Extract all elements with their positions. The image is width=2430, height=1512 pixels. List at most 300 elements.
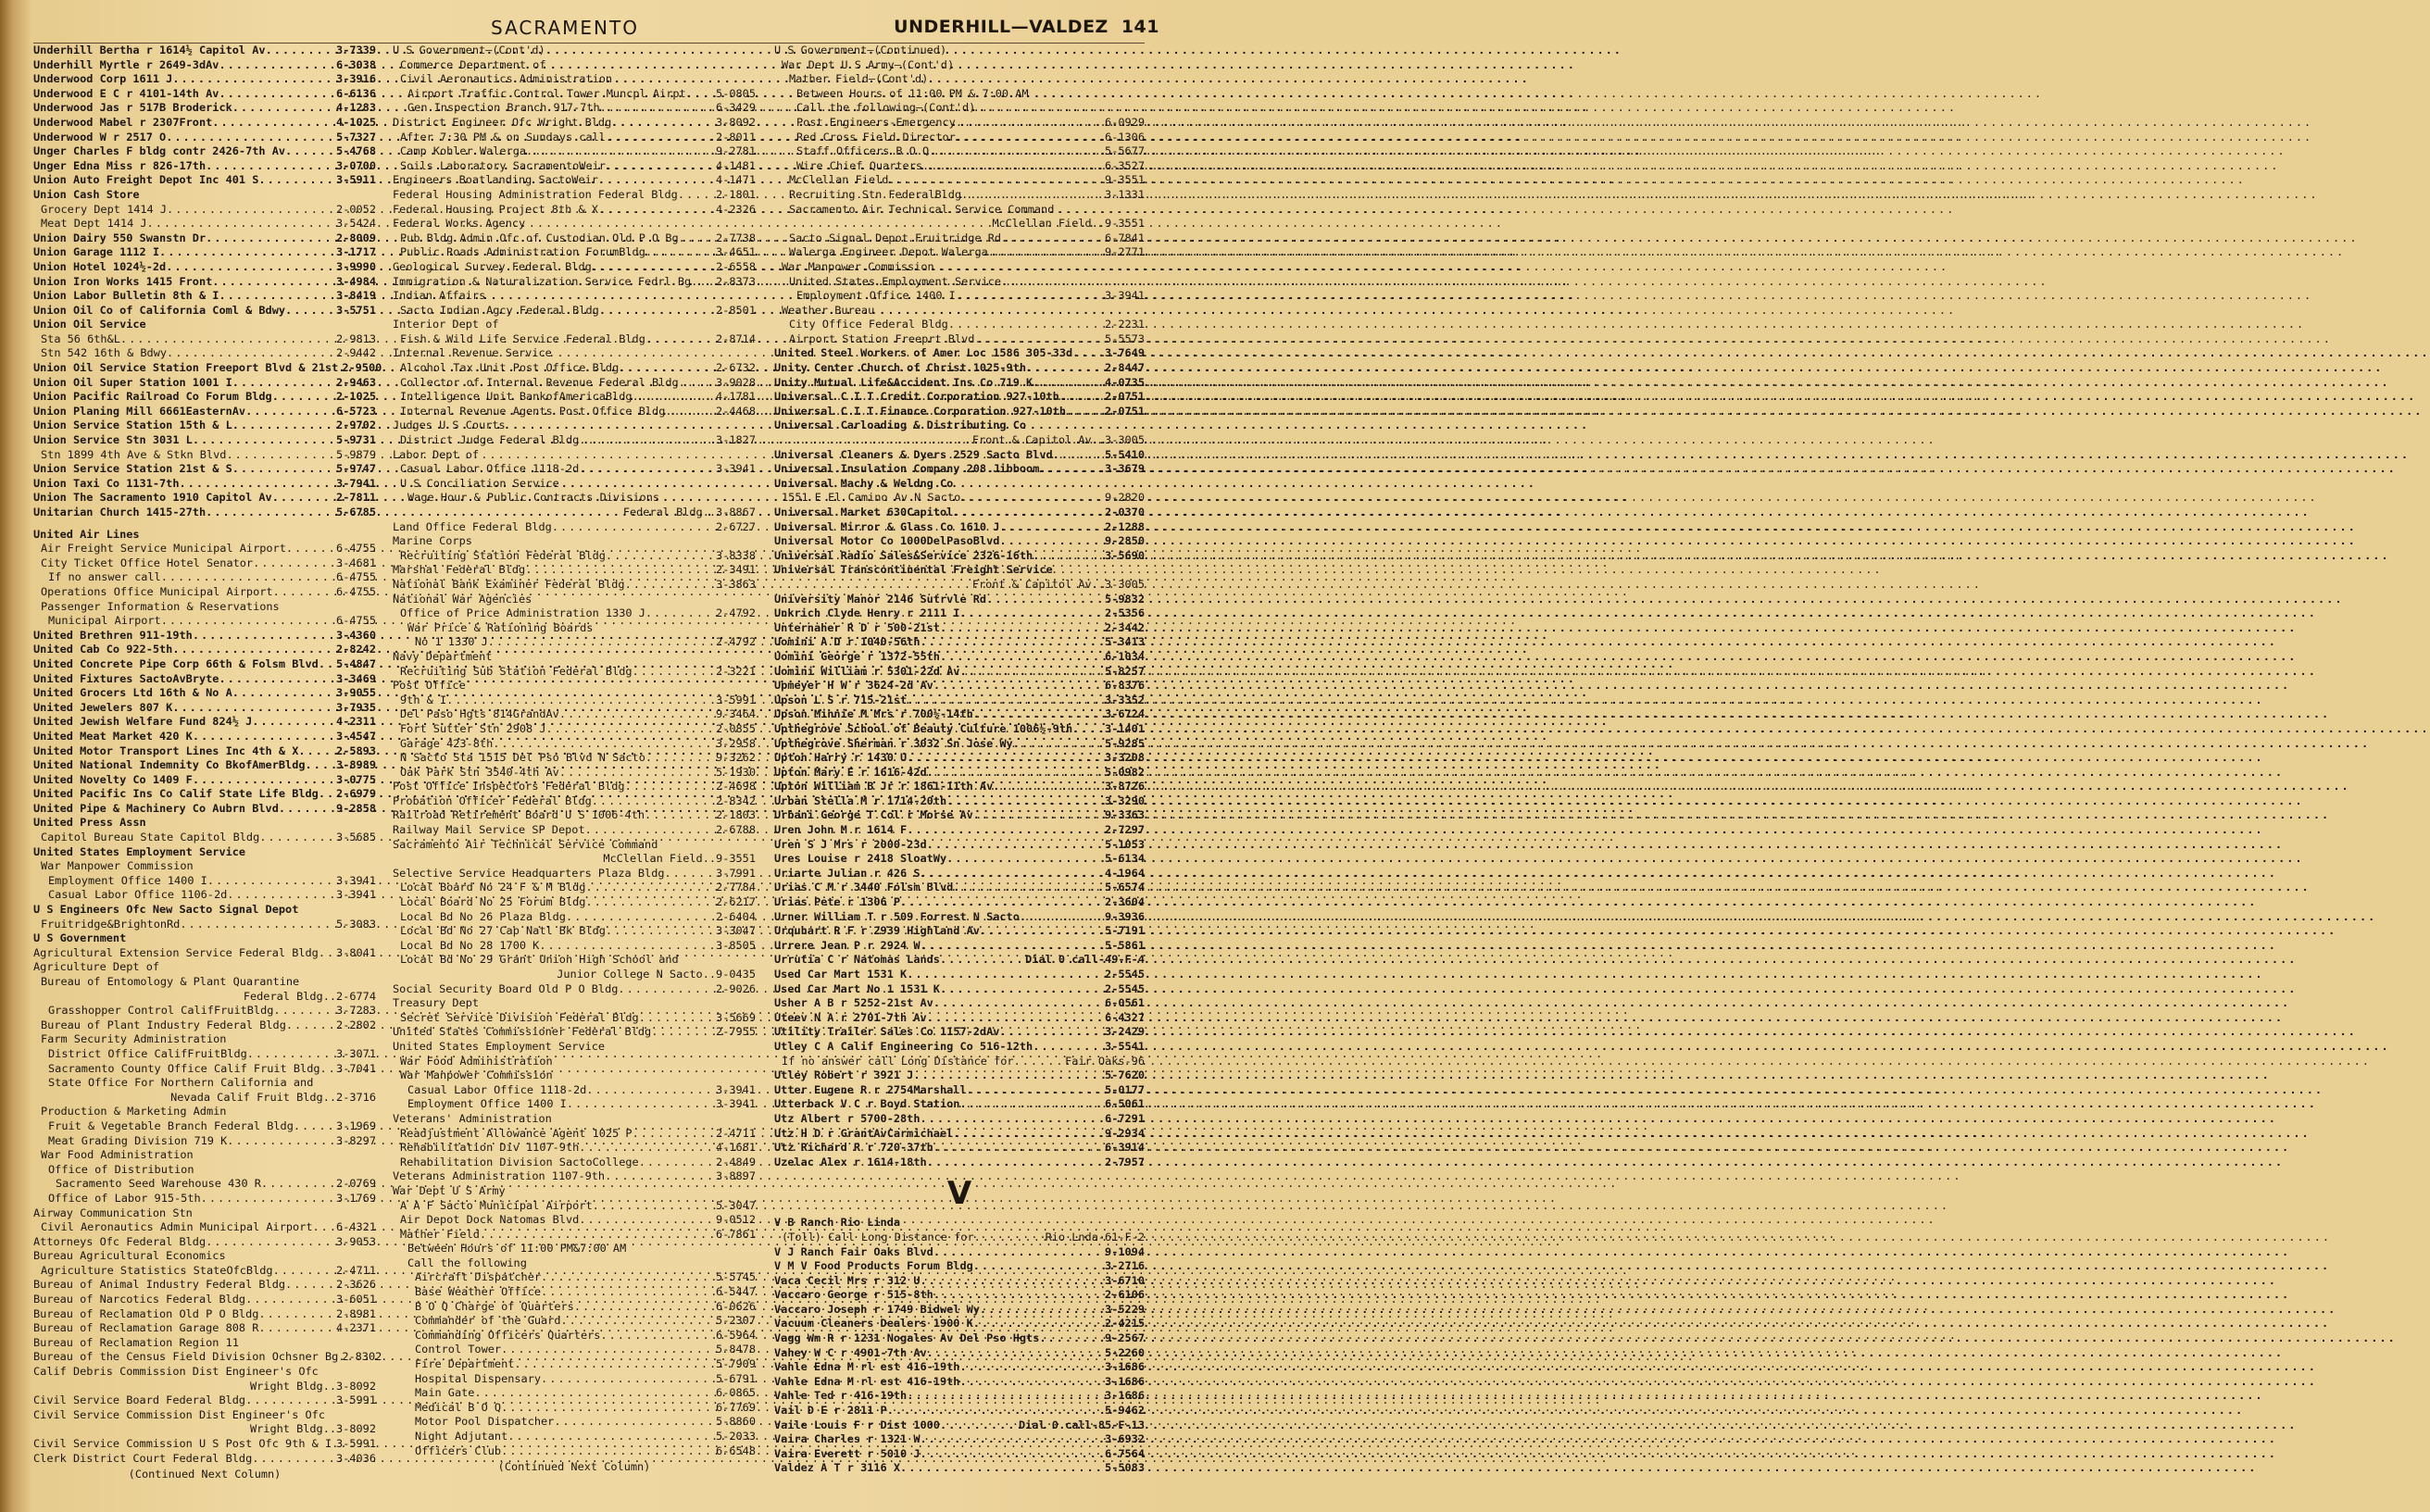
phone-number: 2-6404 — [716, 909, 756, 923]
listing-name: Collector of Internal Revenue Federal Bldg — [400, 375, 679, 389]
phone-number: 5-8478 — [716, 1343, 756, 1356]
listing-name: Commander of the Guard — [415, 1314, 561, 1328]
listing-row — [33, 72, 376, 87]
dot-leader — [974, 1231, 1046, 1245]
listing-row — [33, 1321, 376, 1336]
phone-number: 2-7784 — [716, 881, 756, 894]
listing-heading: Commerce Department of — [400, 57, 546, 71]
listing-row — [33, 433, 376, 448]
listing-row — [33, 1134, 376, 1149]
listing-row — [33, 730, 376, 744]
listing-heading: Mather Field—(Cont'd) — [789, 72, 929, 86]
phone-number: 2-2802 — [336, 1018, 376, 1031]
listing-name: Meat Dept 1414 J — [41, 217, 147, 231]
phone-number: 2-9463 — [336, 375, 376, 389]
phone-number: 2-8447 — [1105, 361, 1145, 375]
letter-section-heading: V — [946, 1175, 972, 1213]
listing-name: Air Depot Dock Natomas Blvd — [400, 1213, 580, 1227]
dot-leader — [554, 1415, 716, 1430]
directory-column-1 — [33, 44, 382, 1497]
listing-heading: Between Hours of 11:00 PM & 7:00 AM — [796, 86, 1029, 100]
listing-row — [774, 996, 1145, 1011]
dot-leader — [273, 1264, 336, 1279]
listing-name: Utley Robert r 3921 J — [774, 1068, 914, 1082]
listing-name: Sta 56 6th&L — [41, 331, 120, 345]
listing-row — [774, 506, 1145, 520]
dot-leader — [639, 1156, 716, 1170]
listing-name: Rehabilitation Division SactoCollege — [400, 1155, 639, 1168]
phone-number: 4-1681 — [716, 1141, 756, 1155]
listing-row — [393, 1357, 756, 1372]
phone-number: 3-5229 — [1105, 1302, 1145, 1316]
listing-row — [393, 1444, 756, 1459]
listing-name: Recruiting Station Federal Bldg — [400, 548, 606, 562]
dot-leader — [514, 1357, 716, 1372]
listing-row — [33, 1018, 376, 1033]
listing-name: Union Oil Service Station Freeport Blvd & 21st — [33, 361, 339, 375]
dot-leader — [1059, 390, 1105, 405]
listing-row — [393, 881, 756, 895]
listing-name: Union Iron Works 1415 Front — [33, 274, 213, 288]
listing-row — [33, 405, 376, 419]
listing-name: Uteev N A r 2701-7th Av — [774, 1010, 927, 1024]
listing-heading: Universal Carloading & Distributing Co — [774, 419, 1027, 432]
dot-leader — [625, 780, 716, 794]
listing-name: Sacto Indian Agcy Federal Bldg — [400, 303, 599, 317]
phone-number: 5-5410 — [1105, 447, 1145, 461]
listing-row — [33, 116, 376, 131]
dot-leader — [645, 751, 716, 766]
dot-leader: .. — [1091, 433, 1106, 447]
dot-leader — [888, 173, 1105, 188]
listing-heading: Civil Service Commission Dist Engineer's Ofc — [33, 1407, 325, 1421]
listing-name: Vacuum Cleaners Dealers 1900 K — [774, 1317, 973, 1331]
listing-row — [33, 744, 376, 759]
dot-leader: .. — [322, 1090, 337, 1104]
listing-row — [393, 1372, 756, 1387]
listing-name: Unternaher R D r 500-21st — [774, 620, 940, 634]
dot-leader — [319, 946, 336, 961]
listing-name: Motor Pool Dispatcher — [415, 1415, 555, 1429]
phone-number: 5-9879 — [336, 447, 376, 461]
phone-number: 3-3916 — [336, 72, 376, 86]
listing-name: Wright Bldg — [249, 1422, 323, 1436]
listing-name: Recruiting Sub Station Federal Bldg — [400, 664, 633, 678]
directory-column-2 — [393, 44, 756, 1497]
dot-leader — [956, 131, 1105, 145]
listing-heading: Weather Bureau — [782, 303, 875, 317]
listing-heading: Internal Revenue Service — [393, 346, 552, 360]
listing-heading: War Food Administration — [400, 1054, 553, 1068]
dot-leader — [319, 787, 336, 802]
listing-row — [774, 780, 1145, 794]
directory-column-3 — [774, 44, 1145, 1497]
listing-heading: National War Agencies — [393, 592, 532, 606]
dot-leader — [206, 1235, 336, 1250]
dot-leader — [679, 231, 716, 246]
listing-row — [774, 606, 1145, 621]
phone-number: 2-8342 — [716, 793, 756, 807]
phone-number: 3-1827 — [716, 433, 756, 447]
phone-number: 4-1283 — [336, 101, 376, 115]
listing-row — [774, 245, 1145, 260]
dot-leader — [900, 1461, 1105, 1476]
dot-leader — [161, 570, 336, 585]
listing-row — [774, 433, 1145, 448]
listing-row — [774, 188, 1145, 203]
phone-number: Fair Oaks-96 — [1065, 1054, 1145, 1068]
listing-heading: War Manpower Commission — [41, 859, 194, 873]
dot-leader — [907, 751, 1105, 766]
phone-number: 9-2858 — [336, 801, 376, 815]
listing-row — [393, 1141, 756, 1156]
listing-row — [33, 1307, 376, 1322]
dot-leader — [167, 203, 336, 218]
listing-heading: Interior Dept of — [393, 318, 499, 331]
listing-heading: War Food Administration — [41, 1148, 194, 1162]
phone-number: 9-2567 — [1105, 1331, 1145, 1345]
phone-number: 6-4755 — [336, 614, 376, 628]
listing-row — [33, 44, 376, 58]
phone-number: 3-3469 — [336, 671, 376, 685]
phone-number: 2-8373 — [716, 274, 756, 288]
phone-number: 2-0751 — [1105, 390, 1145, 404]
dot-leader — [922, 159, 1105, 174]
listing-heading: Bureau of Reclamation Region 11 — [33, 1335, 239, 1349]
listing-heading: U S Government — [33, 931, 127, 945]
listing-name: Uriarte Julian r 426 S — [774, 866, 921, 880]
phone-number: 2-8242 — [336, 643, 376, 656]
dot-leader — [1020, 910, 1105, 925]
phone-number: 2-9026 — [716, 981, 756, 995]
listing-name: Walerga Engineer Depot Walerga — [789, 245, 988, 259]
dot-leader — [606, 159, 716, 174]
dot-leader — [1033, 549, 1105, 564]
phone-number: 3-1331 — [1105, 187, 1145, 201]
listing-name: District Engineer Ofc Wright Bldg — [393, 115, 612, 129]
listing-row — [33, 874, 376, 889]
listing-row — [774, 131, 1145, 145]
listing-row — [774, 346, 1145, 361]
listing-row — [33, 1062, 376, 1077]
listing-row — [774, 665, 1145, 680]
listing-row — [33, 643, 376, 657]
listing-row — [774, 852, 1145, 867]
phone-number: 2-8981 — [336, 1306, 376, 1320]
listing-row — [393, 131, 756, 145]
listing-name: Urrutia C r Natomas Lands — [774, 953, 940, 967]
dot-leader — [180, 918, 336, 932]
dot-leader — [633, 665, 716, 680]
listing-name: United Jewelers 807 K — [33, 700, 173, 714]
listing-heading: Office of Distribution — [48, 1162, 194, 1176]
listing-name: Union Oil Super Station 1001 I — [33, 375, 232, 389]
listing-row — [774, 534, 1145, 549]
phone-number: 3-3941 — [1105, 289, 1145, 303]
dot-leader — [999, 534, 1105, 549]
phone-number: 5-2260 — [1105, 1345, 1145, 1359]
dot-leader — [686, 87, 716, 102]
listing-name: Civil Service Commission U S Post Ofc 9th & I — [33, 1437, 332, 1450]
dot-leader — [212, 116, 336, 131]
listing-row — [774, 405, 1145, 419]
dot-leader — [973, 808, 1105, 823]
listing-name: Commanding Officers Quarters — [415, 1328, 601, 1342]
listing-name: Local Board No 24 F & M Bldg — [400, 881, 586, 894]
dot-leader — [933, 1245, 1105, 1260]
phone-number: 3-6710 — [1105, 1273, 1145, 1287]
phone-number: 2-4711 — [716, 1126, 756, 1140]
listing-name: Readjustment Allowance Agent 1025 P — [400, 1126, 633, 1140]
phone-number: 2-6106 — [1105, 1288, 1145, 1302]
listing-heading: Post Office — [393, 679, 466, 693]
listing-name: Underhill Myrtle r 2649-3dAv — [33, 57, 219, 71]
listing-row — [774, 867, 1145, 881]
listing-heading: Judges U S Courts — [393, 419, 506, 432]
dot-leader — [294, 1119, 336, 1134]
listing-row — [33, 585, 376, 600]
listing-name: Unger Edna Miss r 826-17th — [33, 158, 207, 172]
listing-heading: Civil Aeronautics Administration — [400, 72, 613, 86]
listing-row — [393, 707, 756, 722]
listing-heading: Local Bd No 29 Grant Union High School and — [400, 953, 679, 967]
listing-row — [774, 1011, 1145, 1026]
listing-row — [393, 794, 756, 809]
dot-leader — [973, 1317, 1105, 1331]
dot-leader — [600, 101, 716, 116]
listing-name: Bureau of Narcotics Federal Bldg — [33, 1293, 246, 1306]
phone-number: 3-1969 — [336, 1118, 376, 1132]
phone-number: 3-3679 — [1105, 462, 1145, 476]
phone-number: 6-1306 — [1105, 130, 1145, 144]
phone-number: 2-4849 — [716, 1155, 756, 1168]
listing-name: Underwood Jas r 517B Broderick — [33, 101, 232, 115]
listing-name: Union Pacific Railroad Co Forum Bldg — [33, 390, 272, 404]
phone-number: 3-5991 — [716, 693, 756, 706]
dot-leader — [258, 1321, 336, 1336]
listing-name: Immigration & Naturalization Service Fedrl Bg — [393, 274, 692, 288]
dot-leader — [541, 1372, 716, 1387]
listing-row — [393, 1300, 756, 1315]
phone-number: 3-4984 — [336, 274, 376, 288]
phone-number: 2-0052 — [336, 202, 376, 216]
listing-heading: U S Government—(Continued) — [774, 44, 947, 56]
listing-name: Soils Laboratory SacramentoWeir — [400, 158, 606, 172]
listing-name: Union Oil Co of California Coml & Bdwy — [33, 303, 286, 317]
listing-row — [33, 1091, 376, 1106]
dot-leader — [227, 1134, 336, 1149]
phone-number: 9-2820 — [1105, 491, 1145, 505]
phone-number: 5-3047 — [716, 1198, 756, 1212]
listing-name: Bureau of Animal Industry Federal Bldg — [33, 1278, 286, 1292]
listing-name: McClellan Field — [992, 217, 1092, 231]
listing-name: Vahey W C r 4901-7th Av — [774, 1345, 927, 1359]
phone-number: 2-1803 — [716, 808, 756, 822]
listing-name: Urbani George T Col r Morse Av — [774, 808, 973, 822]
phone-number: 3-5991 — [336, 1437, 376, 1450]
phone-number: 9-3936 — [1105, 909, 1145, 923]
listing-name: Urner William T r 509 Forrest N Sacto — [774, 909, 1020, 923]
listing-row — [774, 318, 1145, 332]
listing-name: Universal Motor Co 1000DelPasoBlvd — [774, 534, 1000, 548]
phone-number: 6-6136 — [336, 86, 376, 100]
name-range: UNDERHILL—VALDEZ — [894, 17, 1109, 37]
phone-number: 3-4036 — [336, 1451, 376, 1465]
listing-row — [393, 433, 756, 448]
listing-name: Municipal Airport — [48, 614, 161, 628]
listing-heading: Call the following—(Cont'd) — [796, 101, 976, 115]
dot-leader — [232, 376, 336, 391]
listing-heading: Sacramento Air Technical Service Command — [789, 202, 1055, 216]
listing-name: Gen Inspection Branch 917-7th — [407, 101, 600, 115]
listing-row — [393, 1415, 756, 1430]
listing-row — [774, 1346, 1145, 1361]
phone-number: 3-5911 — [336, 173, 376, 187]
listing-heading: War Dept U S Army—(Cont'd) — [782, 57, 955, 71]
listing-name: Union Garage 1112 I — [33, 245, 160, 259]
phone-number: 3-8041 — [336, 945, 376, 959]
dot-leader — [619, 361, 716, 376]
listing-name: Camp Kohler Walerga — [400, 144, 527, 158]
listing-heading: Between Hours of 11:00 PM&7:00 AM — [407, 1242, 627, 1256]
listing-row — [774, 838, 1145, 853]
phone-number: 5-2307 — [716, 1314, 756, 1328]
phone-number: 3-7339 — [336, 44, 376, 56]
listing-name: After 7:30 PM & on Sundays call — [400, 130, 606, 144]
listing-row — [774, 491, 1145, 506]
listing-row — [774, 939, 1145, 954]
listing-row — [393, 1127, 756, 1142]
listing-name: Upton Harry r 1430 U — [774, 751, 908, 765]
listing-name: Vaira Everett r 5010 J — [774, 1446, 921, 1460]
listing-name: Land Office Federal Bldg — [393, 519, 552, 533]
listing-row — [393, 1314, 756, 1329]
listing-name: 9th & I — [400, 693, 447, 706]
phone-number: 5-4768 — [336, 144, 376, 158]
phone-number: 3-8338 — [716, 548, 756, 562]
phone-number: 2-4711 — [336, 1263, 376, 1277]
phone-number: 3-8092 — [336, 1379, 376, 1393]
listing-name: Universal C I T Credit Corporation 927-10th — [774, 390, 1059, 404]
listing-heading: Universal Machy & Weldng Co — [774, 476, 954, 490]
listing-name: Social Security Board Old P O Bldg — [393, 981, 619, 995]
listing-name: Fire Department — [415, 1357, 515, 1371]
dot-leader — [921, 939, 1106, 954]
listing-name: Casual Labor Office 1118-2d — [407, 1082, 587, 1096]
listing-name: Universal Market 630Capitol — [774, 506, 954, 519]
listing-row — [33, 787, 376, 802]
listing-row — [393, 1097, 756, 1112]
dot-leader — [665, 405, 716, 419]
listing-name: If no answer call Long Distance for — [782, 1054, 1014, 1068]
phone-number: 2-9813 — [336, 331, 376, 345]
listing-row — [393, 1199, 756, 1214]
listing-heading: United States Employment Service — [33, 844, 246, 858]
dot-leader — [679, 376, 716, 391]
listing-row — [393, 275, 756, 290]
phone-number: 5-8257 — [1105, 664, 1145, 678]
listing-heading: Labor Dept of — [393, 447, 480, 461]
listing-name: Uomini A D r 1040-56th — [774, 635, 921, 649]
dot-leader — [959, 606, 1105, 621]
listing-name: Stn 1899 4th Ave & Stkn Blvd — [41, 447, 227, 461]
listing-row — [33, 918, 376, 932]
listing-name: Airport Traffic Control Tower Muncpl Airpt — [407, 86, 686, 100]
listing-row — [393, 1156, 756, 1170]
phone-number: 4-1781 — [716, 390, 756, 404]
dot-leader — [959, 1097, 1105, 1112]
phone-number: 2-1801 — [716, 187, 756, 201]
listing-heading: United Air Lines — [33, 527, 140, 541]
dot-leader — [172, 701, 336, 716]
listing-row — [393, 867, 756, 881]
phone-number: 3-8726 — [1105, 780, 1145, 793]
phone-number: 9-2771 — [1105, 245, 1145, 259]
dot-leader — [245, 405, 336, 419]
phone-number: 3-4681 — [336, 556, 376, 569]
listing-name: Rehabilitation Div 1107-9th — [400, 1141, 580, 1155]
listing-row — [774, 1288, 1145, 1303]
phone-number: 5-0805 — [716, 86, 756, 100]
dot-leader — [645, 606, 716, 621]
listing-row — [774, 1259, 1145, 1274]
listing-row — [774, 1274, 1145, 1289]
listing-name: Bureau of the Census Field Division Ochsner Bg — [33, 1350, 339, 1364]
phone-number: 6-0626 — [716, 1299, 756, 1313]
phone-number: 4-0735 — [1105, 375, 1145, 389]
dot-leader — [285, 1278, 336, 1293]
phone-number: 2-6558 — [716, 259, 756, 273]
dot-leader — [559, 707, 716, 722]
listing-row — [33, 58, 376, 73]
dot-leader — [606, 131, 716, 145]
dot-leader — [285, 304, 336, 319]
phone-number: 3-5751 — [336, 303, 376, 317]
dot-leader — [625, 578, 716, 593]
listing-name: Valdez A T r 3116 X — [774, 1461, 901, 1475]
dot-leader — [1033, 376, 1105, 391]
listing-row — [33, 448, 376, 463]
dot-leader — [232, 686, 336, 701]
phone-number: 3-1401 — [1105, 721, 1145, 735]
dot-leader — [933, 1141, 1105, 1156]
dot-leader — [501, 1401, 716, 1416]
listing-name: Underwood Corp 1611 J — [33, 72, 173, 86]
listing-name: University Manor 2146 Sutrvle Rd — [774, 592, 987, 606]
phone-number: 3-6724 — [1105, 707, 1145, 721]
listing-row — [33, 346, 376, 361]
listing-name: Marshal Federal Bldg — [393, 563, 526, 577]
phone-number: 3-8092 — [336, 1422, 376, 1436]
phone-number: 3-3941 — [716, 1097, 756, 1111]
listing-name: District Office CalifFruitBldg — [48, 1046, 247, 1060]
phone-number: 3-0775 — [336, 772, 376, 786]
dot-leader — [600, 1329, 716, 1343]
dot-leader — [567, 1097, 716, 1112]
phone-number: 5-1930 — [716, 765, 756, 779]
page-number: 141 — [1121, 17, 1159, 37]
listing-name: Local Bd No 28 1700 K — [400, 938, 540, 952]
listing-row — [33, 802, 376, 817]
phone-number: 6-8376 — [1105, 679, 1145, 693]
listing-name: Upton William B Jr r 1861-11th Av — [774, 780, 994, 793]
listing-heading: Treasury Dept — [393, 996, 480, 1010]
listing-name: Vaccaro George r 515-8th — [774, 1288, 933, 1302]
dot-leader — [279, 802, 336, 817]
dot-leader — [585, 895, 716, 910]
phone-number: 2-3221 — [716, 664, 756, 678]
dot-leader — [953, 881, 1105, 895]
